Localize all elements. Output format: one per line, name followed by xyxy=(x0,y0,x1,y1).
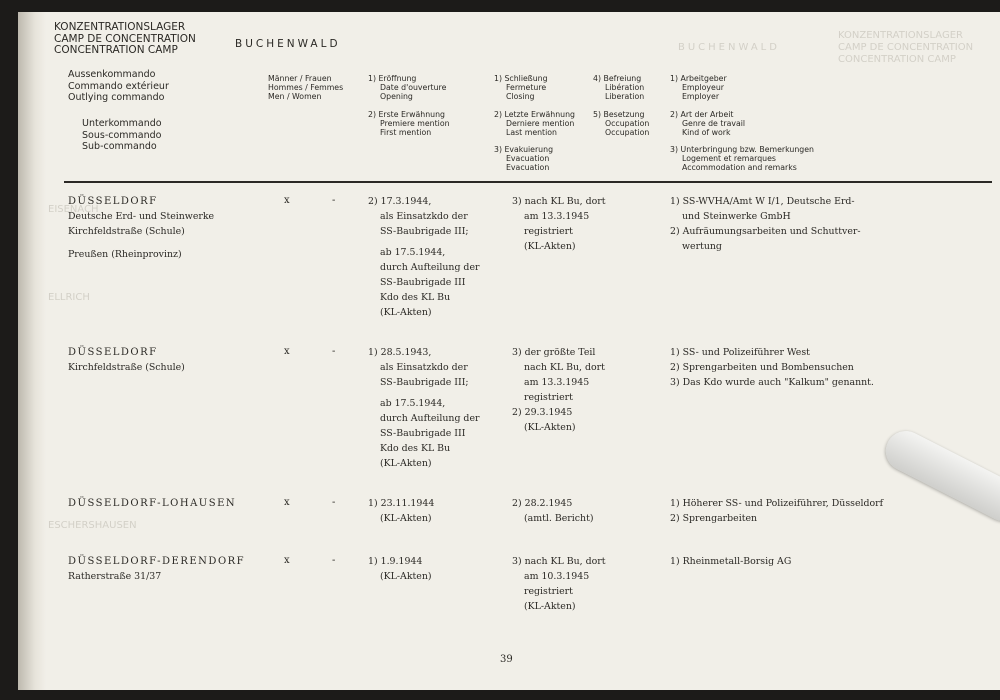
document-page xyxy=(18,12,1000,690)
employer-cell: 1) Höherer SS- und Polizeiführer, Düsseldorf 2) Sprengarbeiten xyxy=(670,498,884,524)
bleed-text: BUCHENWALD xyxy=(678,42,780,53)
men-mark: x xyxy=(284,195,290,206)
men-mark: x xyxy=(284,346,290,357)
bleed-text: EISENACH xyxy=(48,204,99,215)
unter-label: Unterkommando Sous-commando Sub-commando xyxy=(82,118,162,152)
page-clip xyxy=(879,424,1000,528)
table-row xyxy=(68,345,185,375)
women-mark: - xyxy=(332,346,336,357)
opening-cell: 2) 17.3.1944, als Einsatzkdo der SS-Baubrigade III; ab 17.5.1944, durch Aufteilung der SS-Baubrigade III Kdo des KL Bu (KL-Akten) xyxy=(368,196,480,318)
location-name: DÜSSELDORF xyxy=(68,347,158,358)
closing-cell: 3) der größte Teil nach KL Bu, dort am 13.3.1945 registriert 2) 29.3.1945 (KL-Akten) xyxy=(512,347,605,433)
women-mark: - xyxy=(332,195,336,206)
camp-label: KONZENTRATIONSLAGER CAMP DE CONCENTRATION CONCENTRATION CAMP xyxy=(54,21,196,56)
men-mark: x xyxy=(284,497,290,508)
gender-header: Männer / Frauen Hommes / Femmes Men / Women xyxy=(268,74,344,101)
camp-name: BUCHENWALD xyxy=(235,38,341,50)
men-mark: x xyxy=(284,555,290,566)
closing-cell: 3) nach KL Bu, dort am 13.3.1945 registriert (KL-Akten) xyxy=(512,196,606,252)
book-gutter xyxy=(18,12,46,690)
col3-header-b: 5) Besetzung Occupation Occupation xyxy=(593,110,650,137)
col1-header-a: 1) Eröffnung Date d'ouverture Opening xyxy=(368,74,447,101)
closing-cell: 2) 28.2.1945 (amtl. Bericht) xyxy=(512,498,594,524)
col2-header-a: 1) Schließung Fermeture Closing xyxy=(494,74,548,101)
aussen-label: Aussenkommando Commando extérieur Outlying commando xyxy=(68,69,169,103)
location-detail: Preußen (Rheinprovinz) xyxy=(68,249,182,260)
bleed-text: CAMP DE CONCENTRATION xyxy=(838,42,974,53)
location-name: DÜSSELDORF xyxy=(68,196,158,207)
location-name: DÜSSELDORF-LOHAUSEN xyxy=(68,498,237,509)
bleed-text: KONZENTRATIONSLAGER xyxy=(838,30,963,41)
opening-cell: 1) 1.9.1944 (KL-Akten) xyxy=(368,556,432,582)
table-row xyxy=(68,194,214,262)
employer-cell: 1) SS-WVHA/Amt W I/1, Deutsche Erd- und Steinwerke GmbH 2) Aufräumungsarbeiten und Schuttver- wertung xyxy=(670,196,861,252)
location-detail: Ratherstraße 31/37 xyxy=(68,571,162,582)
col1-header-b: 2) Erste Erwähnung Premiere mention First mention xyxy=(368,110,450,137)
table-row xyxy=(68,554,245,584)
col4-header-a: 1) Arbeitgeber Employeur Employer xyxy=(670,74,727,101)
closing-cell: 3) nach KL Bu, dort am 10.3.1945 registriert (KL-Akten) xyxy=(512,556,606,612)
location-detail: Kirchfeldstraße (Schule) xyxy=(68,362,185,373)
col3-header-a: 4) Befreiung Libération Liberation xyxy=(593,74,645,101)
employer-cell: 1) SS- und Polizeiführer West 2) Sprengarbeiten und Bombensuchen 3) Das Kdo wurde auch "Kalkum" genannt. xyxy=(670,347,874,388)
bleed-text: ELLRICH xyxy=(48,292,90,303)
women-mark: - xyxy=(332,555,336,566)
col4-header-c: 3) Unterbringung bzw. Bemerkungen Logement et remarques Accommodation and remarks xyxy=(670,145,814,172)
location-detail: Kirchfeldstraße (Schule) xyxy=(68,226,185,237)
location-name: DÜSSELDORF-DERENDORF xyxy=(68,556,246,567)
table-row xyxy=(68,496,236,511)
col2-header-c: 3) Evakuierung Evacuation Evacuation xyxy=(494,145,554,172)
bleed-text: CONCENTRATION CAMP xyxy=(838,54,956,65)
col4-header-b: 2) Art der Arbeit Genre de travail Kind of work xyxy=(670,110,746,137)
col2-header-b: 2) Letzte Erwähnung Derniere mention Last mention xyxy=(494,110,575,137)
opening-cell: 1) 23.11.1944 (KL-Akten) xyxy=(368,498,435,524)
employer-cell: 1) Rheinmetall-Borsig AG xyxy=(670,556,792,567)
opening-cell: 1) 28.5.1943, als Einsatzkdo der SS-Baubrigade III; ab 17.5.1944, durch Aufteilung der SS-Baubrigade III Kdo des KL Bu (KL-Akten) xyxy=(368,347,480,469)
women-mark: - xyxy=(332,497,336,508)
page-number: 39 xyxy=(500,654,513,665)
location-detail: Deutsche Erd- und Steinwerke xyxy=(68,211,215,222)
bleed-text: ESCHERSHAUSEN xyxy=(48,520,137,531)
header-rule xyxy=(64,181,992,183)
